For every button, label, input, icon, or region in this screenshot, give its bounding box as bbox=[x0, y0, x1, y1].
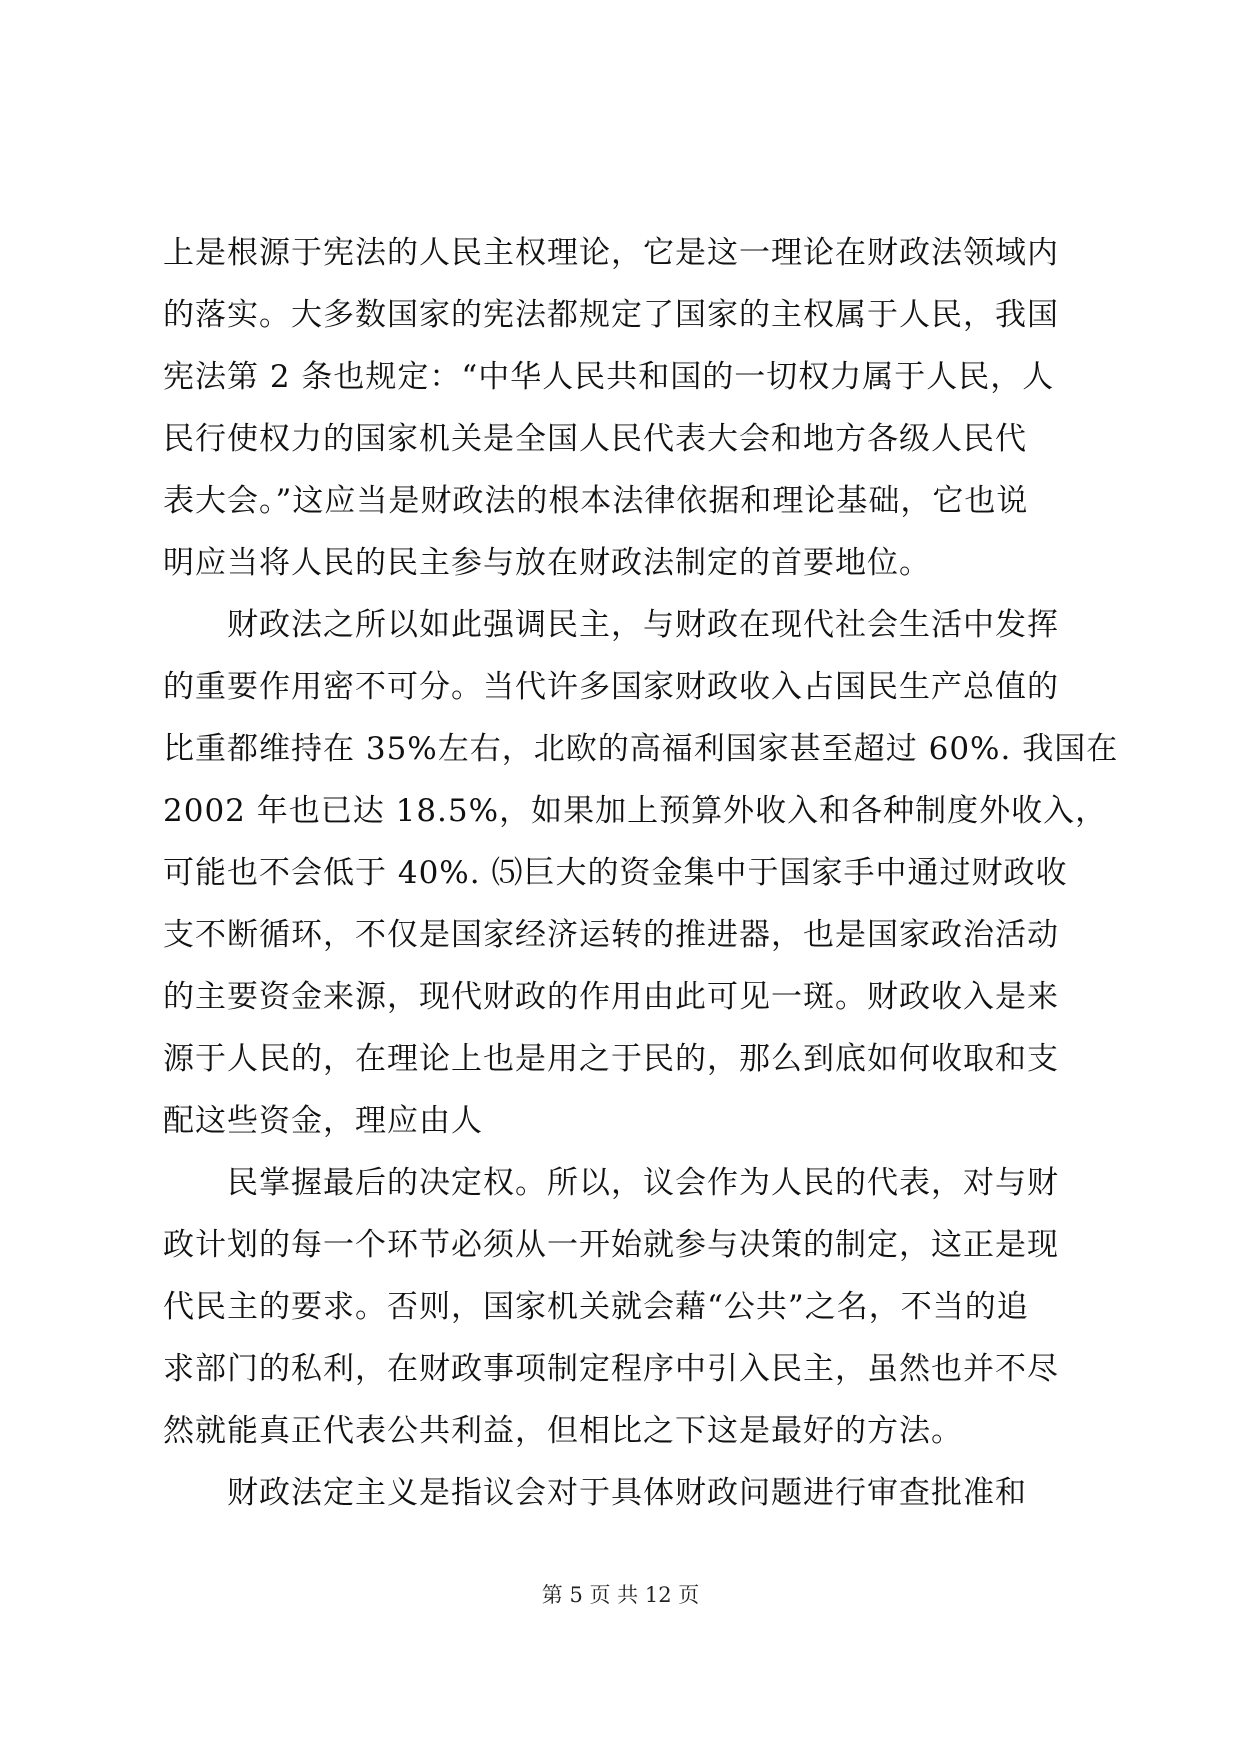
text-line: 的重要作用密不可分。当代许多国家财政收入占国民生产总值的 bbox=[163, 669, 1059, 705]
text-line: 代民主的要求。否则，国家机关就会藉“公共”之名，不当的追 bbox=[163, 1289, 1029, 1325]
text-line: 2002 年也已达 18.5%，如果加上预算外收入和各种制度外收入， bbox=[163, 793, 1108, 829]
body-text bbox=[163, 222, 1119, 1524]
text-line: 源于人民的，在理论上也是用之于民的，那么到底如何收取和支 bbox=[163, 1041, 1059, 1077]
text-line: 政计划的每一个环节必须从一开始就参与决策的制定，这正是现 bbox=[163, 1227, 1059, 1263]
text-line: 的落实。大多数国家的宪法都规定了国家的主权属于人民，我国 bbox=[163, 297, 1059, 333]
text-line: 比重都维持在 35%左右，北欧的高福利国家甚至超过 60%. 我国在 bbox=[163, 731, 1119, 767]
paragraph-first-line: 财政法定主义是指议会对于具体财政问题进行审查批准和 bbox=[227, 1475, 1027, 1511]
text-line: 表大会。”这应当是财政法的根本法律依据和理论基础，它也说 bbox=[163, 483, 1029, 519]
text-line: 的主要资金来源，现代财政的作用由此可见一斑。财政收入是来 bbox=[163, 979, 1059, 1015]
text-line: 宪法第 2 条也规定：“中华人民共和国的一切权力属于人民，人 bbox=[163, 359, 1055, 395]
paragraph-first-line: 财政法之所以如此强调民主，与财政在现代社会生活中发挥 bbox=[227, 607, 1059, 643]
text-line: 支不断循环，不仅是国家经济运转的推进器，也是国家政治活动 bbox=[163, 917, 1059, 953]
text-line: 配这些资金，理应由人 bbox=[163, 1103, 483, 1139]
text-line: 然就能真正代表公共利益，但相比之下这是最好的方法。 bbox=[163, 1413, 963, 1449]
text-line: 可能也不会低于 40%. ⑸巨大的资金集中于国家手中通过财政收 bbox=[163, 855, 1068, 891]
paragraph-first-line: 民掌握最后的决定权。所以，议会作为人民的代表，对与财 bbox=[227, 1165, 1059, 1201]
text-line: 明应当将人民的民主参与放在财政法制定的首要地位。 bbox=[163, 545, 931, 581]
text-line: 上是根源于宪法的人民主权理论，它是这一理论在财政法领域内 bbox=[163, 235, 1059, 271]
text-line: 求部门的私利，在财政事项制定程序中引入民主，虽然也并不尽 bbox=[163, 1351, 1059, 1387]
page-number-footer: 第 5 页 共 12 页 bbox=[541, 1583, 700, 1607]
text-line: 民行使权力的国家机关是全国人民代表大会和地方各级人民代 bbox=[163, 421, 1027, 457]
